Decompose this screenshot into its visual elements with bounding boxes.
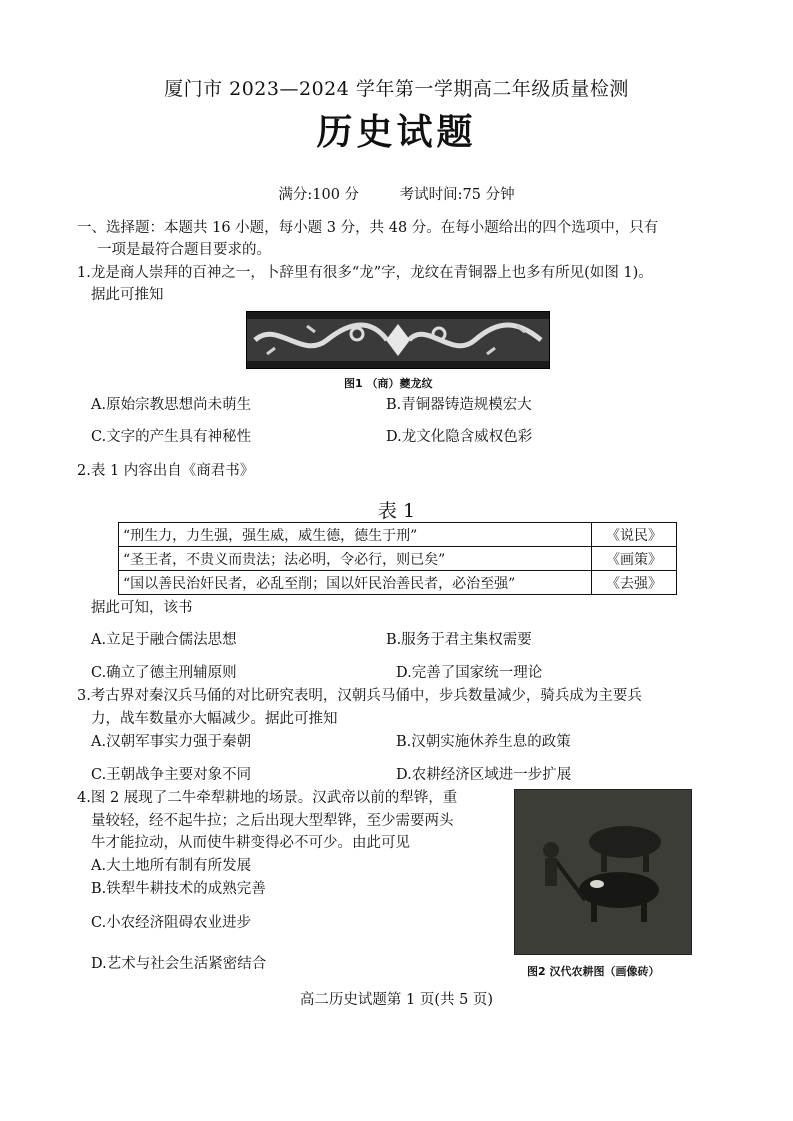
section-instruction-line2: 一项是最符合题目要求的。: [97, 242, 271, 258]
q2-option-d: D.完善了国家统一理论: [396, 665, 543, 681]
farming-scene-image: [515, 790, 691, 954]
q4-option-c: C.小农经济阻碍农业进步: [91, 915, 252, 931]
page-footer: 高二历史试题第 1 页(共 5 页): [299, 992, 494, 1008]
table-row: [119, 523, 677, 547]
fig2-caption: 图2 汉代农耕图（画像砖）: [527, 965, 660, 978]
source-cell: 《说民》: [592, 523, 677, 547]
q2-option-a: A.立足于融合儒法思想: [91, 632, 237, 648]
q1-option-b: B.青铜器铸造规模宏大: [386, 397, 532, 413]
q3-option-c: C.王朝战争主要对象不同: [91, 767, 252, 783]
q1-option-a: A.原始宗教思想尚未萌生: [91, 397, 252, 413]
q2-after-text: 据此可知，该书: [91, 600, 193, 616]
farming-scene-figure: [514, 789, 692, 955]
q4-stem-line3: 牛才能拉动，从而使牛耕变得必不可少。由此可见: [91, 835, 410, 851]
dragon-pattern-image: [247, 312, 549, 368]
full-score: 满分:100 分: [278, 187, 360, 203]
exam-header: 厦门市 2023—2024 学年第一学期高二年级质量检测: [164, 78, 629, 100]
q2-option-c: C.确立了德主刑辅原则: [91, 665, 237, 681]
source-cell: 《画策》: [592, 547, 677, 571]
q3-stem-line2: 力，战车数量亦大幅减少。据此可推知: [91, 711, 338, 727]
q3-option-d: D.农耕经济区域进一步扩展: [396, 767, 572, 783]
table1-title: 表 1: [377, 500, 416, 522]
q2-option-b: B.服务于君主集权需要: [386, 632, 532, 648]
q1-stem-line2: 据此可推知: [91, 287, 164, 303]
source-cell: 《去强》: [592, 571, 677, 595]
q4-stem-line2: 量较轻，经不起牛拉；之后出现大型犁铧，至少需要两头: [91, 813, 454, 829]
q4-stem-line1: 4.图 2 展现了二牛牵犁耕地的场景。汉武帝以前的犁铧，重: [77, 790, 458, 806]
quote-cell: “国以善民治奸民者，必乱至削；国以奸民治善民者，必治至强”: [119, 571, 592, 595]
q1-option-d: D.龙文化隐含威权色彩: [386, 429, 533, 445]
q1-stem-line1: 1.龙是商人崇拜的百神之一，卜辞里有很多“龙”字，龙纹在青铜器上也多有所见(如图 1)。: [77, 265, 653, 281]
dragon-pattern-figure: [246, 311, 550, 369]
q4-option-b: B.铁犁牛耕技术的成熟完善: [91, 881, 266, 897]
quote-cell: “刑生力，力生强，强生威，威生德，德生于刑”: [119, 523, 592, 547]
q3-stem-line1: 3.考古界对秦汉兵马俑的对比研究表明，汉朝兵马俑中，步兵数量减少，骑兵成为主要兵: [77, 688, 642, 704]
quote-cell: “圣王者，不贵义而贵法；法必明，令必行，则已矣”: [119, 547, 592, 571]
q4-option-a: A.大土地所有制有所发展: [91, 858, 252, 874]
q4-option-d: D.艺术与社会生活紧密结合: [91, 956, 267, 972]
section-instruction-line1: 一、选择题：本题共 16 小题，每小题 3 分，共 48 分。在每小题给出的四个选项中，只有: [77, 220, 659, 236]
shangjunshu-quote-table: [118, 522, 677, 595]
table-row: [119, 547, 677, 571]
q2-stem: 2.表 1 内容出自《商君书》: [77, 463, 255, 479]
fig1-caption: 图1 （商）夔龙纹: [344, 377, 433, 390]
subject-title: 历史试题: [316, 112, 477, 153]
q3-option-a: A.汉朝军事实力强于秦朝: [91, 734, 252, 750]
table-row: [119, 571, 677, 595]
q1-option-c: C.文字的产生具有神秘性: [91, 429, 252, 445]
q3-option-b: B.汉朝实施休养生息的政策: [396, 734, 571, 750]
exam-time: 考试时间:75 分钟: [399, 187, 515, 203]
score-info: [0, 183, 793, 204]
